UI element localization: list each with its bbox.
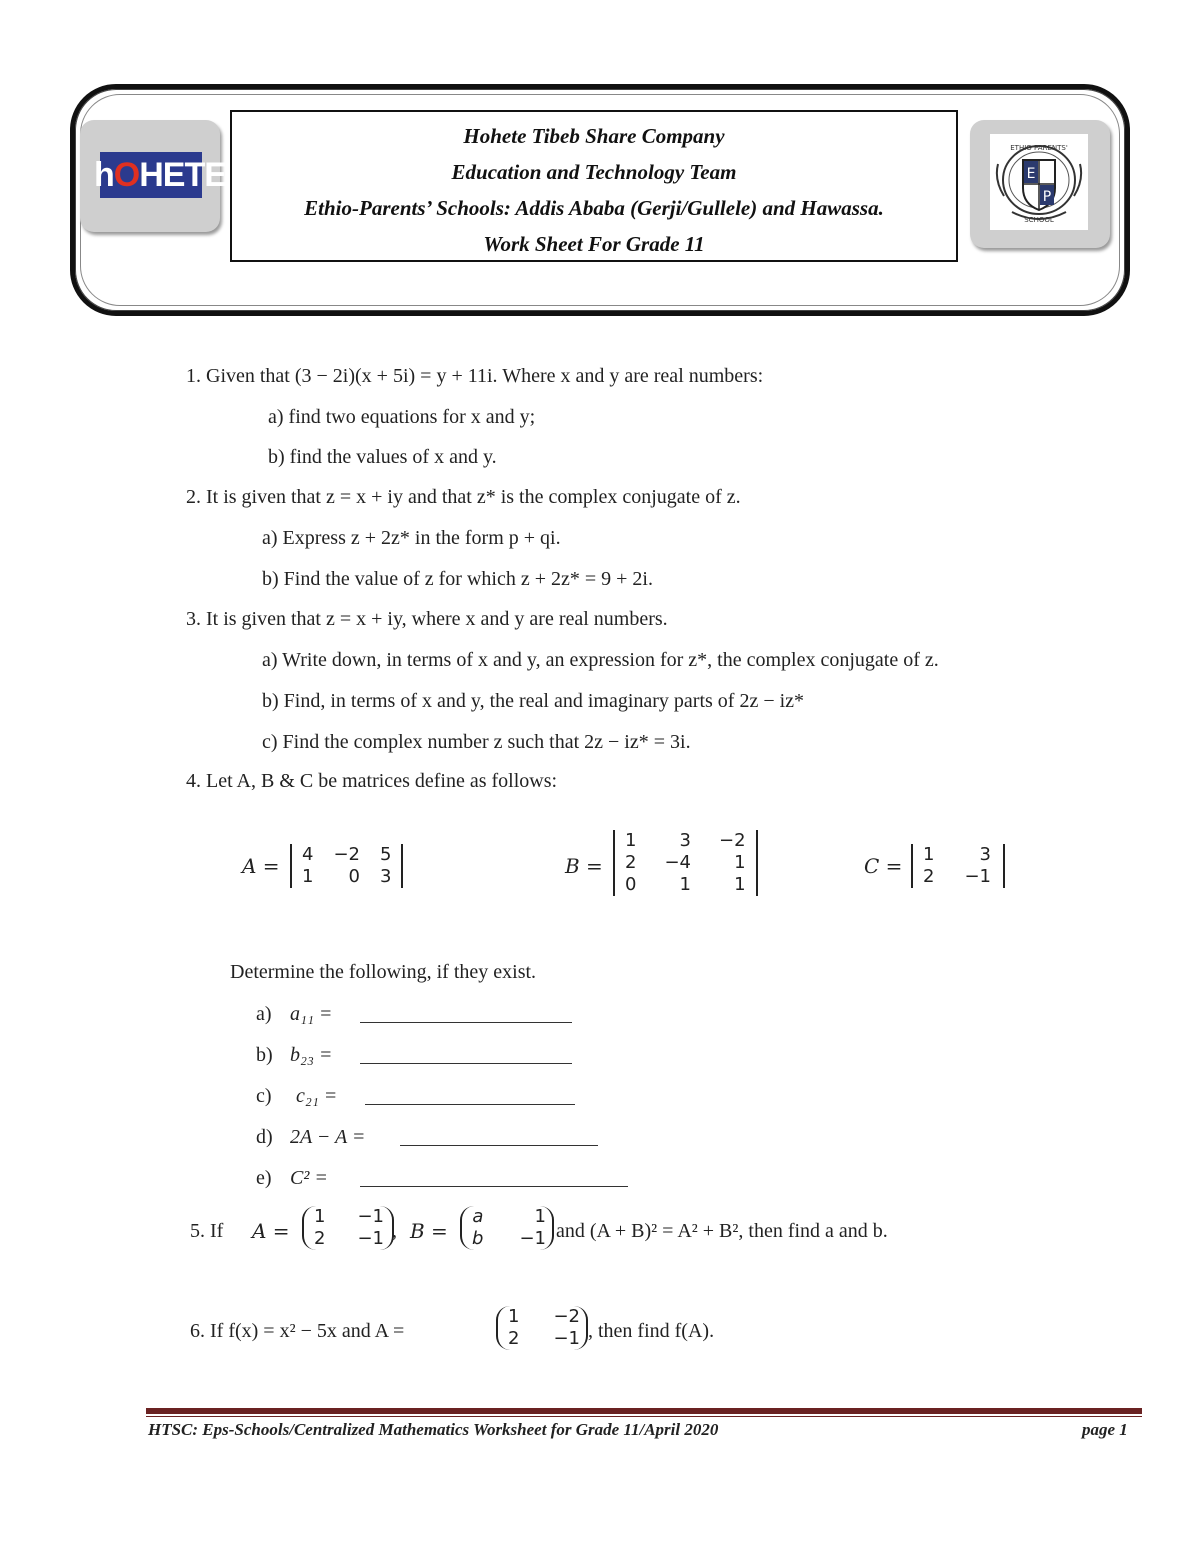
matrix-b-cell: 1: [734, 874, 746, 895]
q4-part-label: d): [256, 1126, 273, 1148]
page-number: page 1: [1082, 1420, 1128, 1439]
q5-suffix: and (A + B)² = A² + B², then find a and b.: [556, 1220, 888, 1242]
q2-stem: 2. It is given that z = x + iy and that z* is the complex conjugate of z.: [186, 486, 741, 508]
q6-prefix: 6. If f(x) = x² − 5x and A =: [190, 1320, 405, 1342]
answer-blank[interactable]: [360, 1168, 628, 1187]
q4-part-label: c): [256, 1085, 272, 1107]
answer-blank[interactable]: [365, 1086, 575, 1105]
matrix-c-cell: 2: [923, 866, 935, 887]
q5-comma: ,: [392, 1220, 397, 1242]
matrix-b-cell: 1: [679, 874, 691, 895]
q5-matrix-b-cell: a: [472, 1206, 484, 1227]
q5-prefix: 5. If: [190, 1220, 224, 1242]
matrix-c-label: C =: [864, 854, 903, 878]
team-name: Education and Technology Team: [451, 160, 737, 184]
q6-matrix-a: [496, 1306, 588, 1350]
q4-part-expr: c₂₁ =: [296, 1085, 338, 1107]
q3-stem: 3. It is given that z = x + iy, where x and y are real numbers.: [186, 608, 668, 630]
answer-blank[interactable]: [360, 1004, 572, 1023]
q3-part-b: b) Find, in terms of x and y, the real and imaginary parts of 2z − iz*: [262, 690, 805, 712]
answer-blank[interactable]: [360, 1045, 572, 1064]
matrix-c-cell: 1: [923, 844, 935, 865]
q4-part-label: a): [256, 1003, 272, 1025]
q3-part-c: c) Find the complex number z such that 2z − iz* = 3i.: [262, 731, 691, 753]
q5-b-label: B =: [410, 1219, 448, 1243]
matrix-b-cell: 1: [625, 830, 637, 851]
matrix-b-cell: −2: [719, 830, 746, 851]
crest-text-bottom: SCHOOL: [1024, 216, 1054, 224]
q6-suffix: , then find f(A).: [588, 1320, 715, 1342]
q4-part-expr: C² =: [290, 1167, 328, 1189]
school-crest-icon: [990, 134, 1088, 230]
q2-part-b: b) Find the value of z for which z + 2z* = 9 + 2i.: [262, 568, 653, 590]
matrix-c-cell: 3: [979, 844, 991, 865]
crest-text-top: ETHIO PARENTS': [1010, 144, 1068, 152]
matrix-b-label: B =: [565, 854, 603, 878]
q4-part-expr: 2A − A =: [290, 1126, 366, 1148]
answer-blank[interactable]: [400, 1127, 598, 1146]
q4-stem: 4. Let A, B & C be matrices define as follows:: [186, 770, 558, 792]
matrix-c: [911, 844, 1005, 888]
matrix-c-cell: −1: [964, 866, 991, 887]
q6-matrix-a-cell: −1: [553, 1328, 580, 1349]
q5-matrix-a-cell: −1: [357, 1228, 384, 1249]
q5-matrix-a: [302, 1206, 394, 1250]
q4-part-expr: b₂₃ =: [290, 1044, 333, 1066]
footer-rule-thin: [146, 1416, 1142, 1417]
hohete-logo: hOHETE: [100, 152, 202, 198]
q5-matrix-b-cell: −1: [519, 1228, 546, 1249]
q5-matrix-a-cell: −1: [357, 1206, 384, 1227]
crest-letter-p: P: [1042, 189, 1052, 205]
q3-part-a: a) Write down, in terms of x and y, an expression for z*, the complex conjugate of z.: [262, 649, 939, 671]
crest-letter-e: E: [1026, 166, 1036, 182]
q6-matrix-a-cell: 2: [508, 1328, 520, 1349]
matrix-a-cell: 0: [348, 866, 360, 887]
q5-matrix-b-cell: 1: [534, 1206, 546, 1227]
worksheet-title: Work Sheet For Grade 11: [483, 232, 705, 256]
q4-part-label: b): [256, 1044, 273, 1066]
header-title-box: [230, 110, 958, 262]
matrix-b-cell: 1: [734, 852, 746, 873]
matrix-b-cell: −4: [664, 852, 691, 873]
footer-rule: [146, 1408, 1142, 1414]
q1-part-a: a) find two equations for x and y;: [268, 406, 536, 428]
matrix-a-cell: −2: [333, 844, 360, 865]
matrix-a-label: A =: [242, 854, 280, 878]
matrix-a-cell: 1: [302, 866, 314, 887]
matrix-a: [290, 844, 403, 888]
q6-matrix-a-cell: −2: [553, 1306, 580, 1327]
matrix-b-cell: 0: [625, 874, 637, 895]
schools-line: Ethio-Parents’ Schools: Addis Ababa (Gerji/Gullele) and Hawassa.: [304, 196, 884, 220]
matrix-a-cell: 3: [380, 866, 392, 887]
q5-a-label: A =: [252, 1219, 290, 1243]
company-name: Hohete Tibeb Share Company: [463, 124, 725, 148]
footer-text: HTSC: Eps-Schools/Centralized Mathematics Worksheet for Grade 11/April 2020: [148, 1420, 719, 1439]
matrix-b-cell: 2: [625, 852, 637, 873]
q5-matrix-a-cell: 2: [314, 1228, 326, 1249]
q4-determine: Determine the following, if they exist.: [230, 961, 537, 983]
q4-part-expr: a₁₁ =: [290, 1003, 333, 1025]
q5-matrix-b-cell: b: [472, 1228, 484, 1249]
q1-part-b: b) find the values of x and y.: [268, 446, 497, 468]
q5-matrix-b: [460, 1206, 554, 1250]
matrix-a-cell: 4: [302, 844, 314, 865]
matrix-a-cell: 5: [380, 844, 392, 865]
q1-stem: 1. Given that (3 − 2i)(x + 5i) = y + 11i. Where x and y are real numbers:: [186, 365, 764, 387]
q6-matrix-a-cell: 1: [508, 1306, 520, 1327]
q5-matrix-a-cell: 1: [314, 1206, 326, 1227]
q4-part-label: e): [256, 1167, 272, 1189]
q2-part-a: a) Express z + 2z* in the form p + qi.: [262, 527, 561, 549]
matrix-b-cell: 3: [679, 830, 691, 851]
matrix-b: [613, 830, 758, 896]
